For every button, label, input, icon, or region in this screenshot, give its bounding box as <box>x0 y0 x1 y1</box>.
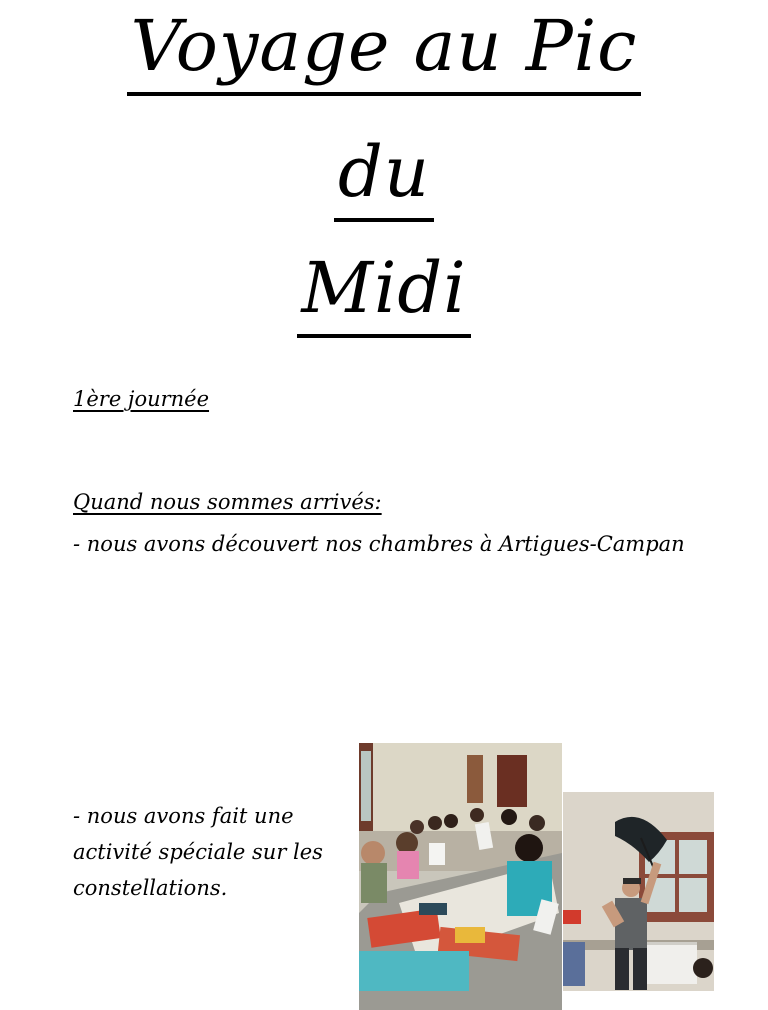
title-line-2 <box>0 132 768 222</box>
title-line-3 <box>0 248 768 338</box>
title-line-1 <box>0 6 768 96</box>
paragraph-rooms: - nous avons découvert nos chambres à Artigues-Campan <box>73 532 685 556</box>
arrival-heading: Quand nous sommes arrivés: <box>73 490 382 514</box>
day-heading: 1ère journée <box>73 387 210 411</box>
classroom-activity-photo <box>359 743 562 1010</box>
title-text-1: Voyage au Pic <box>127 6 642 96</box>
title-text-2: du <box>334 132 434 222</box>
title-text-3: Midi <box>297 248 470 338</box>
paragraph-activity: - nous avons fait une activité spéciale sur les constellations. <box>73 804 323 900</box>
umbrella-demo-photo <box>563 792 714 991</box>
